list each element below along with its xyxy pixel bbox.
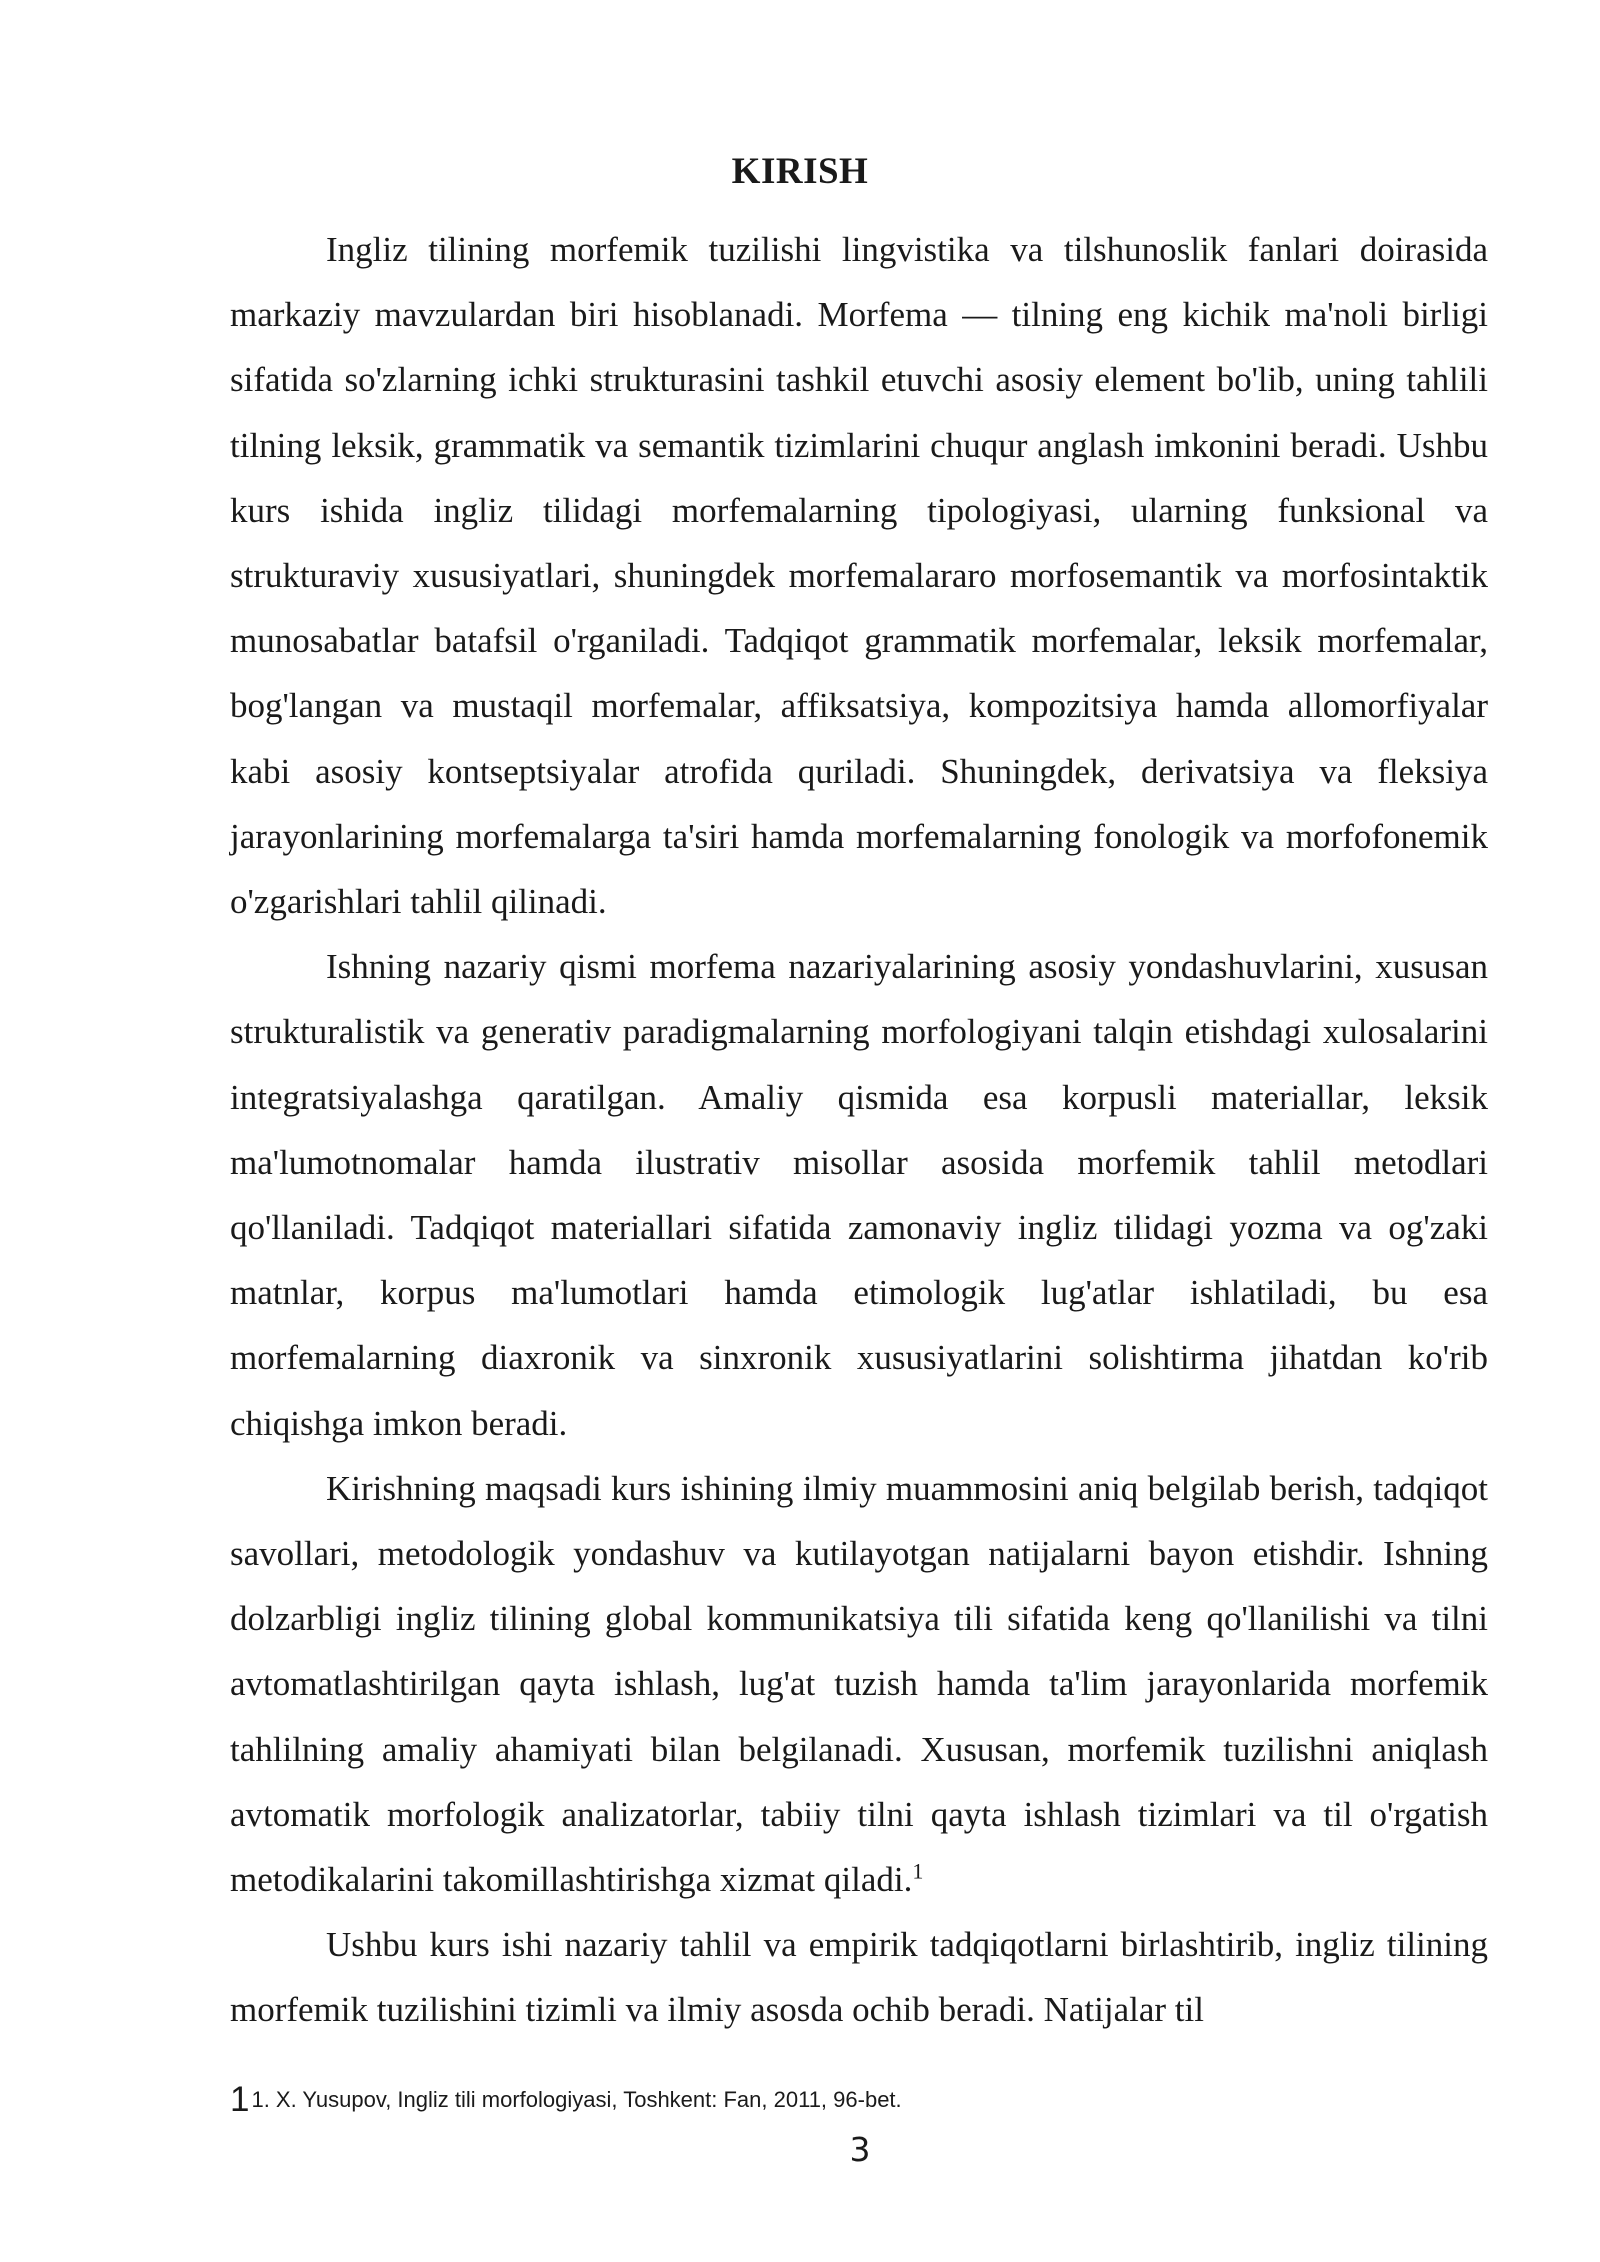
- paragraph-4: Ushbu kurs ishi nazariy tahlil va empirik tadqiqotlarni birlashtirib, ingliz tilining morfemik tuzilishini tizimli va ilmiy asosda ochib beradi. Natijalar til: [230, 1925, 1488, 2030]
- paragraph-2: Ishning nazariy qismi morfema nazariyalarining asosiy yondashuvlarini, xususan strukturalistik va generativ paradigmalarning morfologiyani talqin etishdagi xulosalarini integratsiyalashga qaratilgan. Amaliy qismida esa korpusli materiallar, leksik ma'lumotnomalar hamda ilustrativ misollar asosida morfemik tahlil metodlari qo'llaniladi. Tadqiqot materiallari sifatida zamonaviy ingliz tilidagi yozma va og'zaki matnlar, korpus ma'lumotlari hamda etimologik lug'atlar ishlatiladi, bu esa morfemalarning diaxronik va sinxronik xususiyatlarini solishtirma jihatdan ko'rib chiqishga imkon beradi.: [230, 947, 1488, 1443]
- paragraph-3: [230, 1456, 1488, 1912]
- footnote: [230, 2080, 902, 2120]
- footnote-text: 1. X. Yusupov, Ingliz tili morfologiyasi, Toshkent: Fan, 2011, 96-bet.: [251, 2087, 902, 2112]
- body-text: [230, 217, 1488, 2043]
- page-number: 3: [849, 2130, 871, 2169]
- section-heading: KIRISH: [731, 151, 869, 192]
- paragraph-1: Ingliz tilining morfemik tuzilishi lingvistika va tilshunoslik fanlari doirasida markaziy mavzulardan biri hisoblanadi. Morfema — tilning eng kichik ma'noli birligi sifatida so'zlarning ichki strukturasini tashkil etuvchi asosiy element bo'lib, uning tahlili tilning leksik, grammatik va semantik tizimlarini chuqur anglash imkonini beradi. Ushbu kurs ishida ingliz tilidagi morfemalarning tipologiyasi, ularning funksional va strukturaviy xususiyatlari, shuningdek morfemalararo morfosemantik va morfosintaktik munosabatlar batafsil o'rganiladi. Tadqiqot grammatik morfemalar, leksik morfemalar, bog'langan va mustaqil morfemalar, affiksatsiya, kompozitsiya hamda allomorfiyalar kabi asosiy kontseptsiyalar atrofida quriladi. Shuningdek, derivatsiya va fleksiya jarayonlarining morfemalarga ta'siri hamda morfemalarning fonologik va morfofonemik o'zgarishlari tahlil qilinadi.: [230, 230, 1488, 922]
- footnote-reference[interactable]: 1: [912, 1858, 924, 1884]
- footnote-mark: 1: [230, 2080, 250, 2119]
- paragraph-3-text: Kirishning maqsadi kurs ishining ilmiy muammosini aniq belgilab berish, tadqiqot savollari, metodologik yondashuv va kutilayotgan natijalarni bayon etishdir. Ishning dolzarbligi ingliz tilining global kommunikatsiya tili sifatida keng qo'llanilishi va tilni avtomatlashtirilgan qayta ishlash, lug'at tuzish hamda ta'lim jarayonlarida morfemik tahlilning amaliy ahamiyati bilan belgilanadi. Xususan, morfemik tuzilishni aniqlash avtomatik morfologik analizatorlar, tabiiy tilni qayta ishlash tizimlari va til o'rgatish metodikalarini takomillashtirishga xizmat qiladi.: [230, 1468, 1488, 1900]
